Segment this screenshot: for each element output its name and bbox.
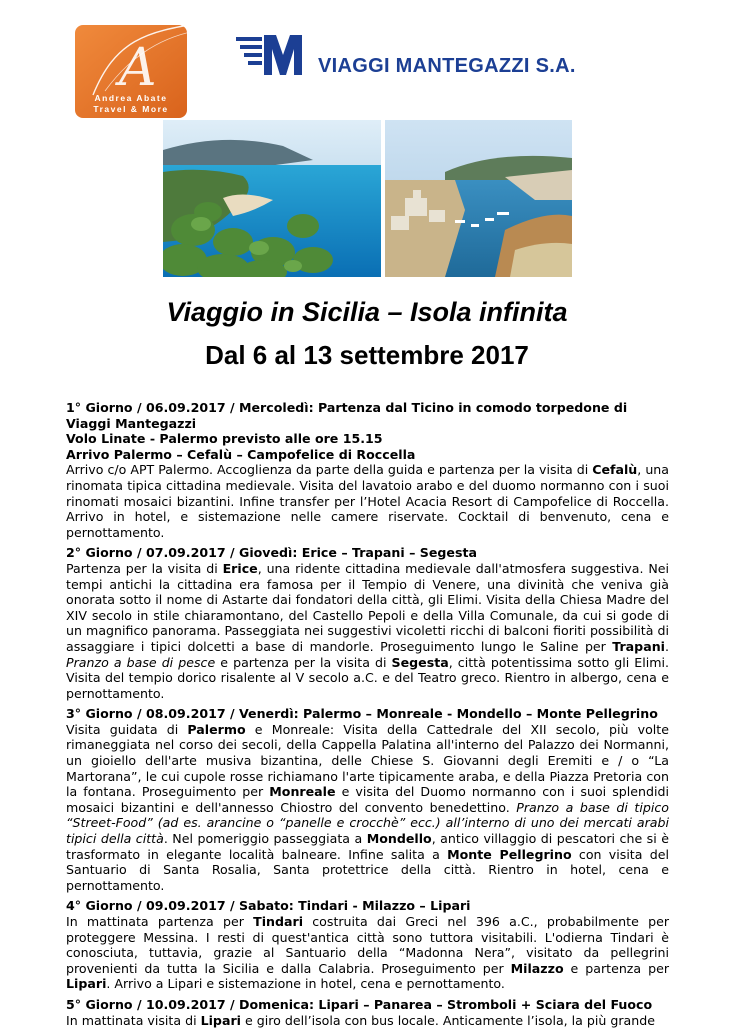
day-description [66,722,669,894]
day-subheading: Arrivo Palermo – Cefalù – Campofelice di Roccella [66,446,416,462]
andrea-abate-logo [75,21,207,122]
text-run: , antico villaggio di pescatori che si è trasformato in elegante località balneare. Infine salita a [66,831,669,862]
text-run: , una ridente cittadina medievale dall'atmosfera suggestiva. Nei tempi antichi la cittadina era famosa per il Tempio di Venere, una divinità che veniva già onorata sotto il nome di Astarte dai fondatori della città, gli Elimi. Visita della Chiesa Madre del XIV secolo in stile chiaramontano, del Castello Pepoli e della Villa Comunale, da cui si gode di un magnifico panorama. Passeggiata nei suggestivi vicoletti ricchi di balconi fioriti possibilità di assaggiare i tipici dolcetti a base di mandorle. Proseguimento lungo le Saline per [66,560,669,654]
day-heading: 3° Giorno / 08.09.2017 / Venerdì: Palermo – Monreale - Mondello – Monte Pellegrino [66,706,658,722]
place-name: Mondello [366,831,432,847]
text-run: e giro dell’isola con bus locale. Anticamente l’isola, la più grande [240,1012,655,1028]
text-run: In mattinata visita di [66,1012,201,1028]
place-name: Segesta [391,654,449,670]
itinerary-day [66,997,669,1028]
logo-line-2: Travel & More [93,104,169,114]
text-run: . Arrivo a Lipari e sistemazione in hotel, cena e pernottamento. [106,976,505,992]
company-name: VIAGGI MANTEGAZZI S.A. [318,55,576,77]
itinerary [66,400,669,1033]
place-name: Tindari [253,914,304,929]
itinerary-day [66,706,669,893]
day-heading: 1° Giorno / 06.09.2017 / Mercoledì: Partenza dal Ticino in comodo torpedone di Viaggi Mantegazzi [66,400,628,431]
andrea-abate-logo-mark [75,21,207,122]
place-name: Lipari [200,1012,241,1028]
place-name: Trapani [612,638,665,654]
text-run: Partenza per la visita di [66,560,223,576]
text-run: . Nel pomeriggio passeggiata a [163,831,367,847]
day-description [66,462,669,540]
text-run: costruita dai Greci nel 396 a.C., probabilmente per proteggere Messina. I resti di quest'antica città sono tuttora visitabili. L'odierna Tindari è conosciuta, tuttavia, grazie al Santuario della “Madonna Nera”, visitato da pellegrini provenienti da tutta la Sicilia e dalla Calabria. Proseguimento per [66,914,669,976]
day-subheading: Volo Linate - Palermo previsto alle ore 15.15 [66,431,383,447]
text-run: con visita del Santuario di Santa Rosalia, Santa protettrice della città. Rientro in hotel, cena e pernottamento. [66,846,669,893]
day-description [66,914,669,992]
itinerary-day [66,898,669,992]
mantegazzi-m-icon [236,33,302,77]
day-heading: 5° Giorno / 10.09.2017 / Domenica: Lipari – Panarea – Stromboli + Sciara del Fuoco [66,996,653,1012]
text-run: , una rinomata tipica cittadina medievale. Visita del lavatoio arabo e del duomo normanno con i suoi rinomati mosaici bizantini. Infine transfer per l’Hotel Acacia Resort di Campofelice di Roccella. Arrivo in hotel, e sistemazione nelle camere riservate. Cocktail di benvenuto, cena e pernottamento. [66,462,669,540]
text-run: e partenza per la visita di [215,654,392,670]
meal-note: Pranzo a base di pesce [66,654,216,670]
day-description [66,1013,669,1029]
place-name: Erice [222,560,258,576]
place-name: Cefalù [592,462,638,478]
logo-monogram: A [119,38,157,98]
page-title: Viaggio in Sicilia – Isola infinita [166,297,568,327]
page-subtitle: Dal 6 al 13 settembre 2017 [205,340,529,370]
place-name: Palermo [187,721,246,737]
text-run: , città potentissima sotto gli Elimi. Visita del tempio dorico risalente al V secolo a.C. e del Teatro greco. Rientro in albergo, cena e pernottamento. [66,654,670,701]
photo-coast [163,120,381,277]
itinerary-day [66,545,669,701]
day-heading: 4° Giorno / 09.09.2017 / Sabato: Tindari - Milazzo – Lipari [66,898,471,914]
day-description [66,561,669,701]
text-run: In mattinata partenza per [66,914,254,929]
meal-note: Pranzo a base di tipico “Street-Food” (ad es. arancine o “panelle e crocchè” ecc.) all’interno di uno dei mercati arabi tipici della città [66,799,669,847]
text-run: e visita del Duomo normanno con i suoi splendidi mosaici bizantini e dell'annesso Chiostro del convento benedettino. [66,784,670,815]
photo-harbor [385,120,572,277]
text-run: Visita guidata di [66,721,188,737]
text-run: . [664,638,669,654]
logo-line-1: Andrea Abate [94,93,168,103]
itinerary-day [66,400,669,540]
place-name: Monreale [269,784,336,800]
day-heading: 2° Giorno / 07.09.2017 / Giovedì: Erice – Trapani – Segesta [66,545,477,561]
place-name: Lipari [66,976,107,992]
text-run: e Monreale: Visita della Cattedrale del XII secolo, più volte rimaneggiata nel corso dei secoli, della Cappella Palatina all'interno del Palazzo dei Normanni, un gioiello dell'arte musiva bizantina, delle Chiese S. Giovanni degli Eremiti e / o “La Martorana”, le cui cupole rosse richiamano l'arte tipicamente araba, e della Piazza Pretoria con la fontana. Proseguimento per [66,721,669,800]
text-run: Arrivo c/o APT Palermo. Accoglienza da parte della guida e partenza per la visita di [66,462,593,478]
text-run: e partenza per [563,960,670,976]
place-name: Milazzo [510,960,564,976]
place-name: Monte Pellegrino [447,846,572,862]
